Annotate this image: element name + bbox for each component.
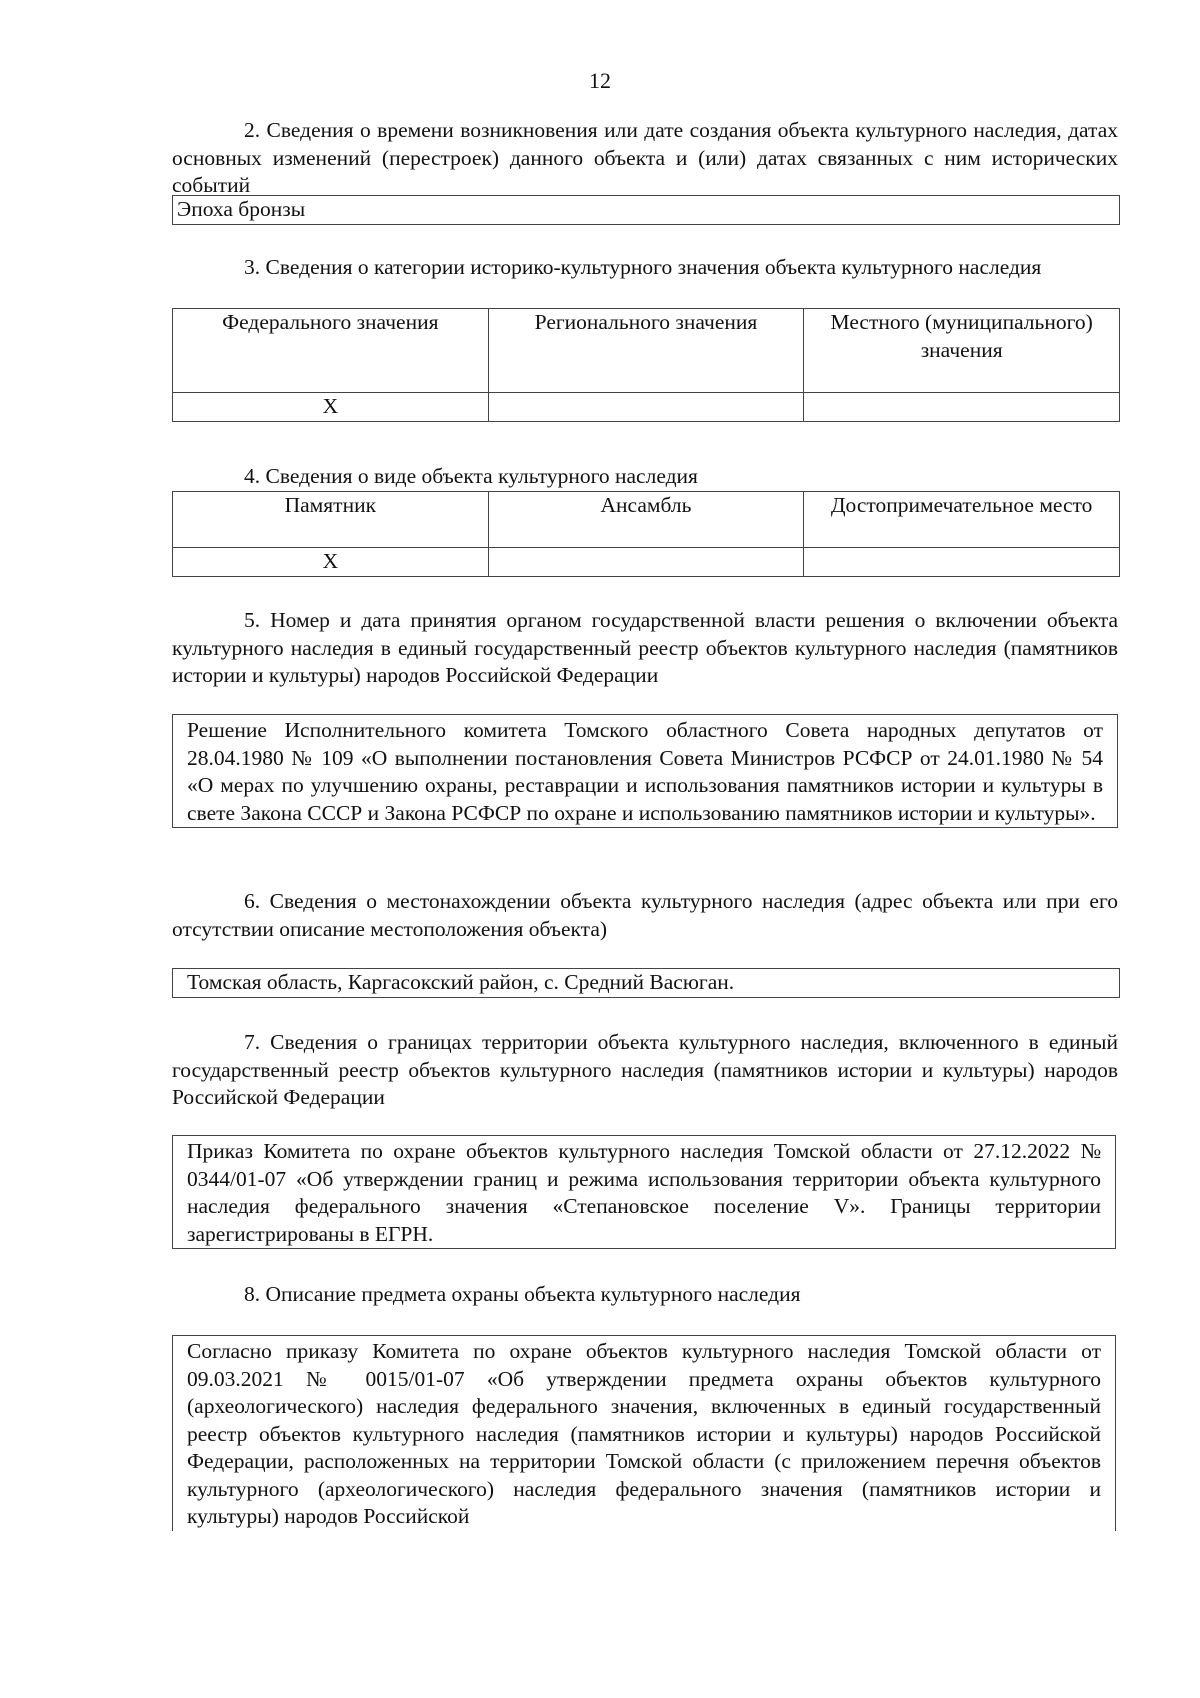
type-mark-monument: X [173, 548, 489, 577]
category-table [172, 308, 1120, 422]
type-mark-row [173, 548, 1120, 577]
section-8-value: Согласно приказу Комитета по охране объектов культурного наследия Томской области от 09.03.2021 № 0015/01-07 «Об утверждении предмета охраны объектов культурного (археологического) наследия федерального значения, включенных в единый государственный реестр объектов культурного наследия (памятников истории и культуры) народов Российской Федерации, расположенных на территории Томской области (с приложением перечня объектов культурного (археологического) наследия федерального значения (памятников истории и культуры) народов Российской [187, 1339, 1101, 1528]
type-header-row [173, 492, 1120, 548]
section-6-value-box [172, 968, 1120, 998]
category-mark-row [173, 393, 1120, 422]
section-2-value-box [172, 195, 1120, 225]
section-2-heading: 2. Сведения о времени возникновения или дате создания объекта культурного наследия, датах основных изменений (перестроек) данного объекта и (или) датах связанных с ним исторических событий [172, 118, 1118, 197]
section-5-heading: 5. Номер и дата принятия органом государственной власти решения о включении объекта культурного наследия в единый государственный реестр объектов культурного наследия (памятников истории и культуры) народов Российской Федерации [172, 608, 1118, 687]
category-header-regional: Регионального значения [488, 309, 804, 393]
category-header-federal: Федерального значения [173, 309, 489, 393]
category-header-row [173, 309, 1120, 393]
type-header-ensemble: Ансамбль [488, 492, 804, 548]
section-7-value: Приказ Комитета по охране объектов культурного наследия Томской области от 27.12.2022 № 0344/01-07 «Об утверждении границ и режима использования территории объекта культурного наследия федерального значения «Степановское поселение V». Границы территории зарегистрированы в ЕГРН. [187, 1139, 1101, 1246]
category-mark-local [804, 393, 1120, 422]
section-7-heading: 7. Сведения о границах территории объекта культурного наследия, включенного в единый государственный реестр объектов культурного наследия (памятников истории и культуры) народов Российской Федерации [172, 1030, 1118, 1109]
section-2-value: Эпоха бронзы [177, 197, 306, 221]
section-7-value-box [172, 1135, 1116, 1249]
type-mark-ensemble [488, 548, 804, 577]
section-8-heading: 8. Описание предмета охраны объекта культурного наследия [244, 1282, 801, 1306]
category-mark-federal: X [173, 393, 489, 422]
type-mark-landmark [804, 548, 1120, 577]
section-5-value-box [172, 714, 1118, 828]
section-5-value: Решение Исполнительного комитета Томского областного Совета народных депутатов от 28.04.1980 № 109 «О выполнении постановления Совета Министров РСФСР от 24.01.1980 № 54 «О мерах по улучшению охраны, реставрации и использования памятников истории и культуры в свете Закона СССР и Закона РСФСР по охране и использованию памятников истории и культуры». [187, 718, 1103, 825]
section-6-value: Томская область, Каргасокский район, с. Средний Васюган. [187, 970, 735, 994]
category-header-local: Местного (муниципального) значения [804, 309, 1120, 393]
section-3-heading: 3. Сведения о категории историко-культурного значения объекта культурного наследия [244, 255, 1042, 279]
type-table [172, 491, 1120, 577]
section-6-heading: 6. Сведения о местонахождении объекта культурного наследия (адрес объекта или при его отсутствии описание местоположения объекта) [172, 889, 1118, 941]
type-header-landmark: Достопримечательное место [804, 492, 1120, 548]
section-4-heading: 4. Сведения о виде объекта культурного наследия [244, 464, 698, 488]
page-number: 12 [589, 68, 611, 93]
category-mark-regional [488, 393, 804, 422]
type-header-monument: Памятник [173, 492, 489, 548]
section-8-value-box [172, 1335, 1116, 1531]
